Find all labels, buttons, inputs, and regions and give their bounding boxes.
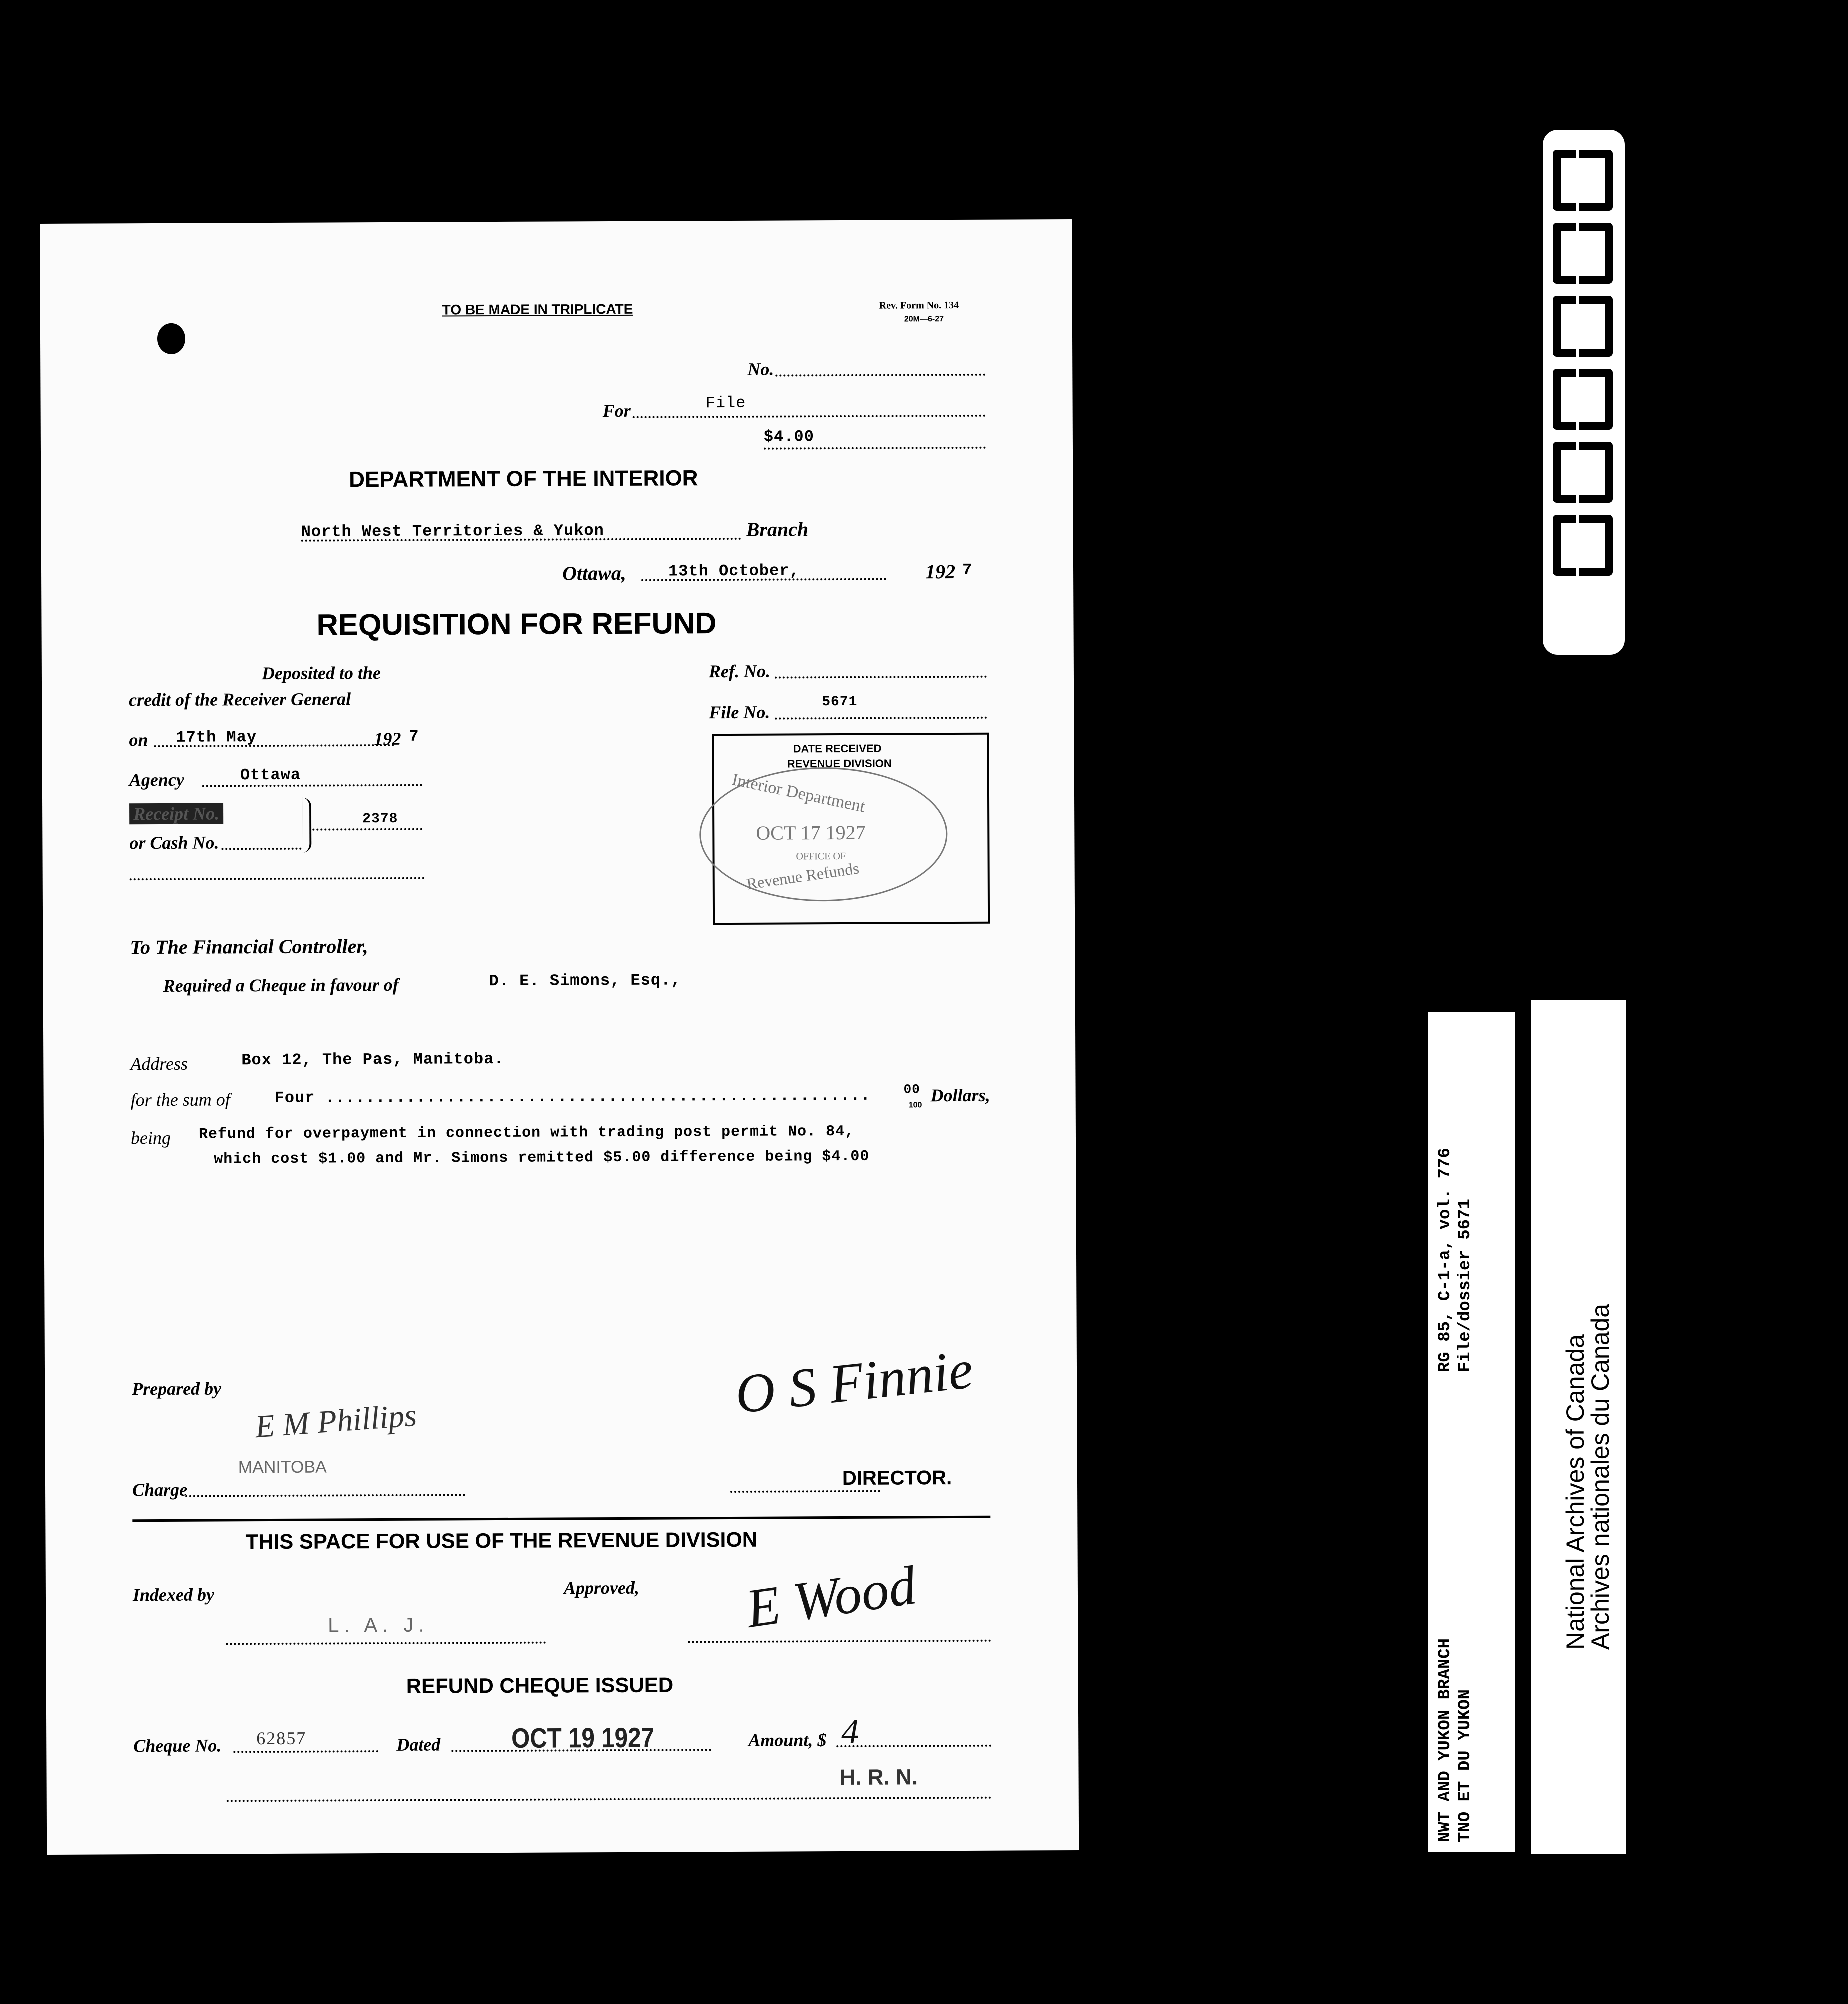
director-line: [730, 1490, 880, 1493]
revenue-division-label: REVENUE DIVISION: [787, 757, 892, 770]
counter-digit: [1553, 150, 1613, 211]
charge-stamp: MANITOBA: [238, 1458, 327, 1478]
date-value: 13th October,: [668, 562, 800, 581]
sum-value: Four ......................................................: [274, 1086, 871, 1108]
no-label: No.: [748, 359, 774, 380]
amount-issued-line: [836, 1745, 992, 1748]
prepared-signature: E M Phillips: [254, 1397, 418, 1445]
charge-label: Charge: [132, 1480, 188, 1500]
date-received-label: DATE RECEIVED: [793, 742, 882, 756]
frame-counter-strip: [1543, 130, 1625, 655]
cheque-value: 62857: [256, 1728, 307, 1749]
dollars-label: Dollars,: [930, 1085, 990, 1106]
initials-line: [227, 1797, 992, 1802]
indexed-label: Indexed by: [132, 1584, 215, 1606]
being-line2: which cost $1.00 and Mr. Simons remitted $5.00 difference being $4.00: [214, 1148, 870, 1168]
file-label: File No.: [709, 702, 770, 723]
for-line: [633, 415, 986, 418]
on-year-prefix: 192: [374, 728, 402, 750]
cheque-heading: REFUND CHEQUE ISSUED: [406, 1673, 674, 1698]
archive-branch-line2: TNO ET DU YUKON: [1456, 1689, 1475, 1842]
ref-label: Ref. No.: [708, 661, 770, 682]
branch-label: Branch: [746, 518, 809, 541]
triplicate-note: TO BE MADE IN TRIPLICATE: [442, 301, 634, 318]
rev-form-number: Rev. Form No. 134: [879, 300, 960, 312]
counter-digit: [1553, 369, 1613, 430]
indexed-line: [226, 1642, 546, 1646]
revenue-heading: THIS SPACE FOR USE OF THE REVENUE DIVISION: [246, 1528, 758, 1554]
cash-value-line: [312, 828, 422, 831]
branch-value: North West Territories & Yukon: [301, 522, 604, 542]
cheque-line: [234, 1750, 378, 1753]
department-heading: DEPARTMENT OF THE INTERIOR: [349, 466, 698, 492]
deposited-line2: credit of the Receiver General: [129, 689, 352, 710]
approved-signature: E Wood: [742, 1554, 920, 1640]
receipt-brace: [302, 798, 312, 853]
being-label: being: [130, 1128, 172, 1148]
stamp-refunds: Revenue Refunds: [746, 859, 860, 894]
agency-line: [202, 784, 422, 788]
cash-value: 2378: [362, 811, 398, 828]
file-line: [775, 717, 987, 720]
agency-label: Agency: [129, 770, 184, 790]
prepared-label: Prepared by: [132, 1378, 222, 1400]
for-label: For: [602, 400, 631, 422]
dated-value: OCT 19 1927: [512, 1722, 655, 1754]
date-received-box: [712, 733, 990, 925]
amount-issued-value: 4: [842, 1712, 860, 1752]
required-label: Required a Cheque in favour of: [163, 974, 399, 996]
revenue-divider: [132, 1516, 990, 1522]
cash-line: [222, 848, 302, 850]
no-line: [776, 374, 986, 377]
archive-reference-label: [1428, 1012, 1515, 1852]
year-prefix: 192: [925, 560, 956, 584]
for-value: File: [706, 394, 746, 413]
counter-digit: [1553, 442, 1613, 503]
amount-value: $4.00: [764, 428, 814, 446]
city-label: Ottawa,: [562, 562, 626, 585]
on-year-value: 7: [409, 727, 420, 746]
archive-name-label: [1531, 1000, 1626, 1854]
counter-digit: [1553, 296, 1613, 357]
archive-ref-line2: File/dossier 5671: [1456, 1199, 1475, 1372]
cash-label: or Cash No.: [130, 832, 220, 854]
counter-digit: [1553, 223, 1613, 284]
stamp-office: OFFICE OF: [796, 850, 846, 862]
blank-line: [130, 878, 425, 881]
counter-digit: [1553, 515, 1613, 576]
form-title: REQUISITION FOR REFUND: [316, 606, 717, 642]
cents-top: 00: [904, 1082, 920, 1098]
director-label: DIRECTOR.: [842, 1467, 952, 1490]
amount-line: [764, 447, 986, 450]
receipt-label: Receipt No.: [130, 803, 224, 824]
print-code: 20M—6-27: [904, 315, 944, 324]
agency-value: Ottawa: [240, 766, 302, 785]
being-line1: Refund for overpayment in connection with trading post permit No. 84,: [198, 1123, 855, 1144]
archive-name-fr: Archives nationales du Canada: [1586, 1304, 1614, 1650]
ref-line: [775, 676, 987, 679]
punch-hole: [158, 324, 186, 354]
address-label: Address: [130, 1054, 188, 1074]
requisition-form: [40, 220, 1079, 1855]
approved-label: Approved,: [564, 1578, 640, 1598]
amount-label: Amount, $: [748, 1730, 827, 1750]
file-value: 5671: [822, 694, 858, 710]
to-controller: To The Financial Controller,: [130, 935, 368, 959]
indexed-value: L. A. J.: [328, 1614, 430, 1637]
sum-label: for the sum of: [130, 1090, 230, 1110]
archive-ref-line1: RG 85, C-1-a, vol. 776: [1436, 1148, 1455, 1372]
on-label: on: [129, 730, 148, 750]
approved-line: [688, 1640, 991, 1644]
cheque-label: Cheque No.: [134, 1736, 222, 1756]
deposited-line1: Deposited to the: [262, 663, 381, 684]
year-value: 7: [962, 560, 973, 580]
on-value: 17th May: [176, 728, 258, 747]
archive-name-en: National Archives of Canada: [1562, 1334, 1590, 1650]
address-value: Box 12, The Pas, Manitoba.: [242, 1050, 504, 1070]
archive-branch-line1: NWT AND YUKON BRANCH: [1436, 1638, 1455, 1842]
director-signature: O S Finnie: [732, 1338, 976, 1426]
dated-label: Dated: [396, 1734, 441, 1755]
received-stamp: [700, 767, 948, 902]
stamp-department: Interior Department: [730, 770, 867, 816]
stamp-date: OCT 17 1927: [756, 821, 866, 844]
initials-stamp: H. R. N.: [840, 1765, 918, 1790]
charge-line: [186, 1494, 466, 1497]
payee-value: D. E. Simons, Esq.,: [489, 971, 682, 991]
cents-bottom: 100: [908, 1101, 922, 1110]
